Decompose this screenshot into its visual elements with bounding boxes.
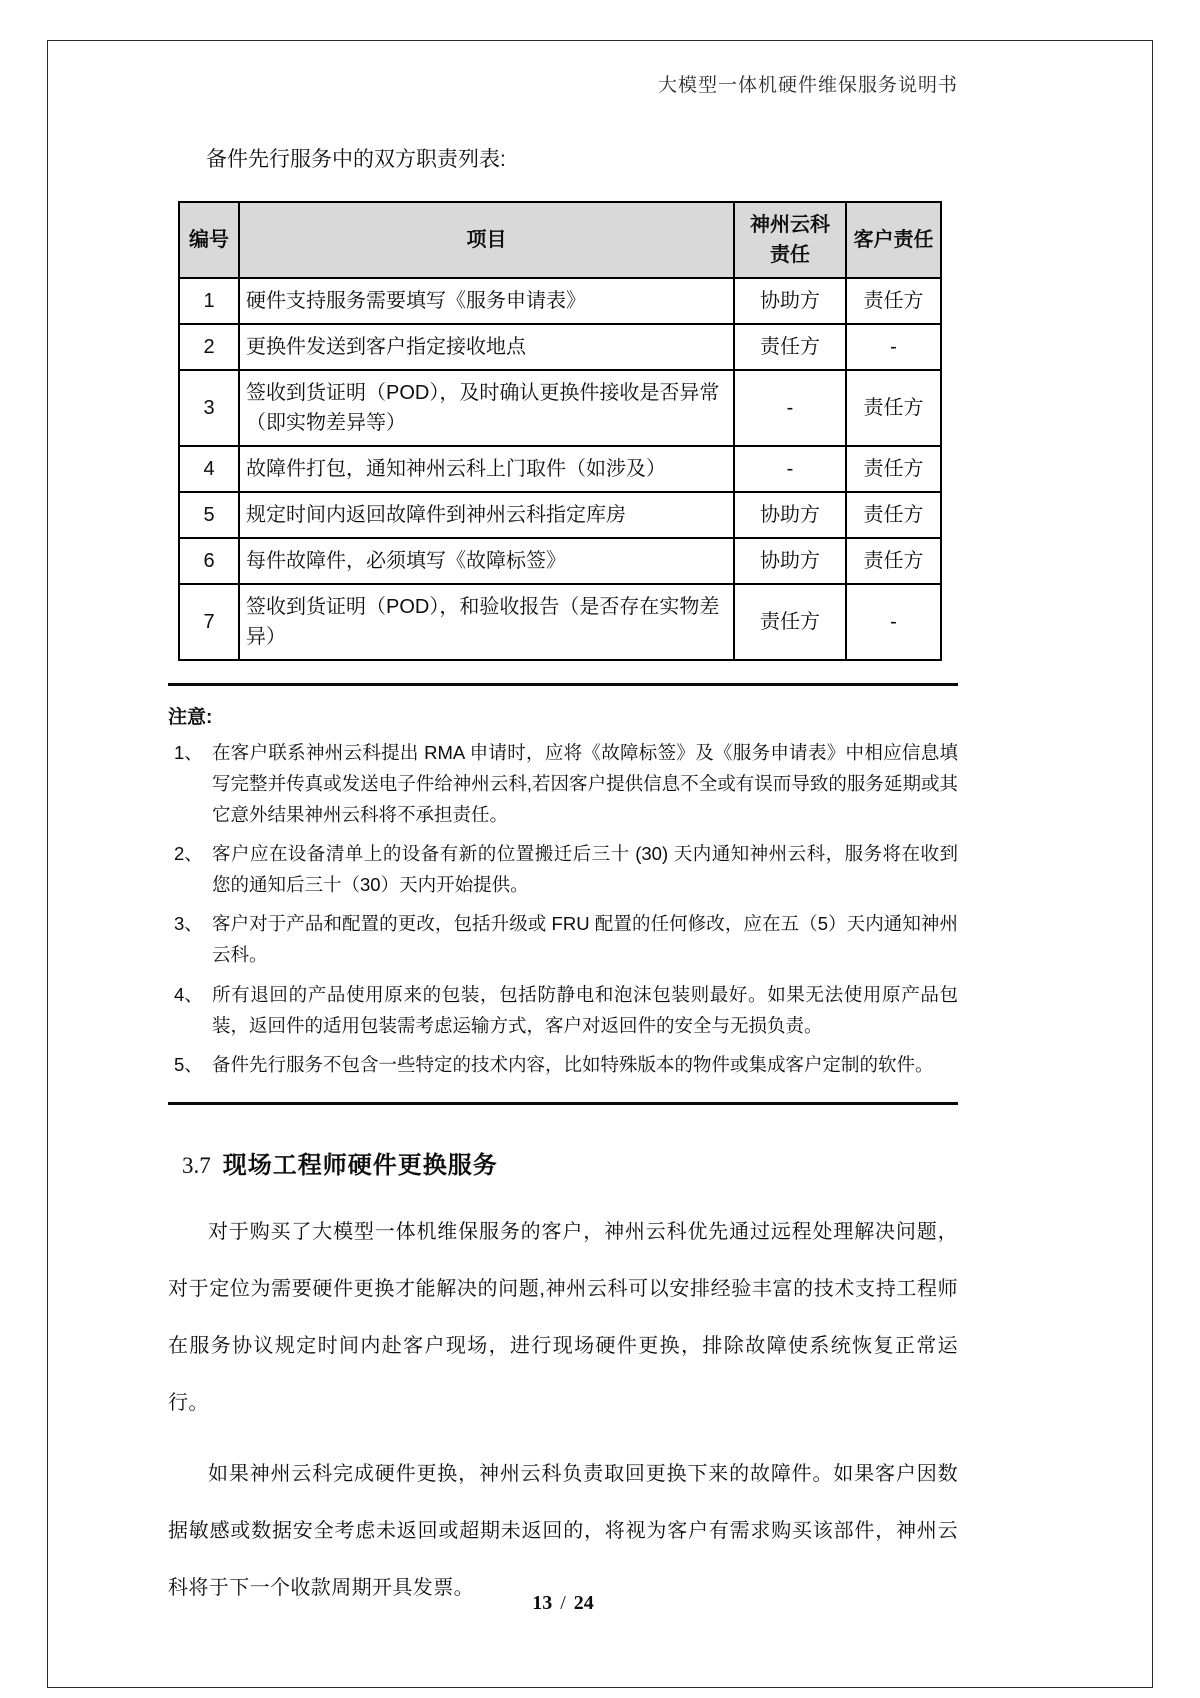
table-row [179, 492, 941, 538]
note-marker: 5、 [174, 1053, 203, 1075]
table-row [179, 370, 941, 446]
col-header-item: 项目 [239, 202, 734, 278]
cell-customer: - [846, 324, 941, 370]
cell-item: 签收到货证明（POD），及时确认更换件接收是否异常（即实物差异等） [239, 370, 734, 446]
col-header-number: 编号 [179, 202, 239, 278]
cell-vendor: 责任方 [734, 584, 846, 660]
cell-number: 5 [179, 492, 239, 538]
note-marker: 3、 [174, 913, 203, 935]
note-item [168, 908, 958, 970]
cell-customer: 责任方 [846, 370, 941, 446]
note-marker: 4、 [174, 983, 203, 1005]
vendor-header-line2: 责任 [770, 244, 810, 266]
page-number-separator: / [560, 1592, 566, 1614]
notes-title: 注意: [168, 707, 213, 728]
cell-item: 规定时间内返回故障件到神州云科指定库房 [239, 492, 734, 538]
page-number-total: 24 [573, 1592, 594, 1614]
cell-item: 每件故障件，必须填写《故障标签》 [239, 538, 734, 584]
cell-customer: 责任方 [846, 446, 941, 492]
cell-number: 2 [179, 324, 239, 370]
note-text: 客户应在设备清单上的设备有新的位置搬迁后三十 (30) 天内通知神州云科，服务将在收到您的通知后三十（30）天内开始提供。 [212, 843, 958, 896]
note-item [168, 1049, 958, 1080]
cell-item: 更换件发送到客户指定接收地点 [239, 324, 734, 370]
page-footer [168, 1592, 958, 1615]
section-number: 3.7 [182, 1152, 211, 1178]
col-header-customer-responsibility: 客户责任 [846, 202, 941, 278]
section-heading [168, 1145, 958, 1180]
note-text: 备件先行服务不包含一些特定的技术内容，比如特殊版本的物件或集成客户定制的软件。 [212, 1053, 934, 1075]
cell-vendor: 协助方 [734, 278, 846, 324]
cell-number: 1 [179, 278, 239, 324]
note-item [168, 838, 958, 900]
vendor-header-line1: 神州云科 [750, 214, 830, 236]
cell-number: 4 [179, 446, 239, 492]
cell-vendor: - [734, 446, 846, 492]
note-text: 客户对于产品和配置的更改，包括升级或 FRU 配置的任何修改，应在五（5）天内通知神州云科。 [212, 913, 958, 966]
body-paragraph: 如果神州云科完成硬件更换，神州云科负责取回更换下来的故障件。如果客户因数据敏感或数据安全考虑未返回或超期未返回的，将视为客户有需求购买该部件，神州云科将于下一个收款周期开具发票。 [168, 1462, 958, 1599]
note-item [168, 979, 958, 1041]
table-row [179, 584, 941, 660]
cell-vendor: 协助方 [734, 492, 846, 538]
document-header-title: 大模型一体机硬件维保服务说明书 [657, 75, 958, 96]
cell-number: 7 [179, 584, 239, 660]
table-row [179, 324, 941, 370]
cell-vendor: - [734, 370, 846, 446]
cell-customer: - [846, 584, 941, 660]
note-marker: 1、 [174, 742, 203, 763]
cell-customer: 责任方 [846, 538, 941, 584]
table-intro-line: 备件先行服务中的双方职责列表: [206, 148, 506, 171]
cell-vendor: 责任方 [734, 324, 846, 370]
page-number-current: 13 [532, 1592, 553, 1614]
note-text: 在客户联系神州云科提出 RMA 申请时，应将《故障标签》及《服务申请表》中相应信息填写完整并传真或发送电子件给神州云科,若因客户提供信息不全或有误而导致的服务延期或其它意外结果神州云科将不承担责任。 [212, 742, 958, 826]
section-title: 现场工程师硬件更换服务 [222, 1151, 498, 1179]
note-text: 所有退回的产品使用原来的包装，包括防静电和泡沫包装则最好。如果无法使用原产品包装，返回件的适用包装需考虑运输方式，客户对返回件的安全与无损负责。 [212, 983, 958, 1036]
page-content [168, 70, 958, 1617]
cell-number: 6 [179, 538, 239, 584]
table-row [179, 446, 941, 492]
cell-item: 故障件打包，通知神州云科上门取件（如涉及） [239, 446, 734, 492]
table-row [179, 278, 941, 324]
horizontal-rule-below-table [168, 683, 958, 686]
cell-item: 签收到货证明（POD），和验收报告（是否存在实物差异） [239, 584, 734, 660]
cell-item: 硬件支持服务需要填写《服务申请表》 [239, 278, 734, 324]
table-row [179, 538, 941, 584]
body-paragraph: 对于购买了大模型一体机维保服务的客户，神州云科优先通过远程处理解决问题，对于定位为需要硬件更换才能解决的问题,神州云科可以安排经验丰富的技术支持工程师在服务协议规定时间内赴客户现场，进行现场硬件更换，排除故障使系统恢复正常运行。 [168, 1220, 958, 1414]
table-header-row [179, 202, 941, 278]
note-item [168, 737, 958, 830]
note-marker: 2、 [174, 843, 203, 865]
col-header-vendor-responsibility [734, 202, 846, 278]
responsibility-table [178, 201, 942, 661]
cell-vendor: 协助方 [734, 538, 846, 584]
cell-customer: 责任方 [846, 278, 941, 324]
cell-number: 3 [179, 370, 239, 446]
horizontal-rule-above-section [168, 1102, 958, 1105]
cell-customer: 责任方 [846, 492, 941, 538]
